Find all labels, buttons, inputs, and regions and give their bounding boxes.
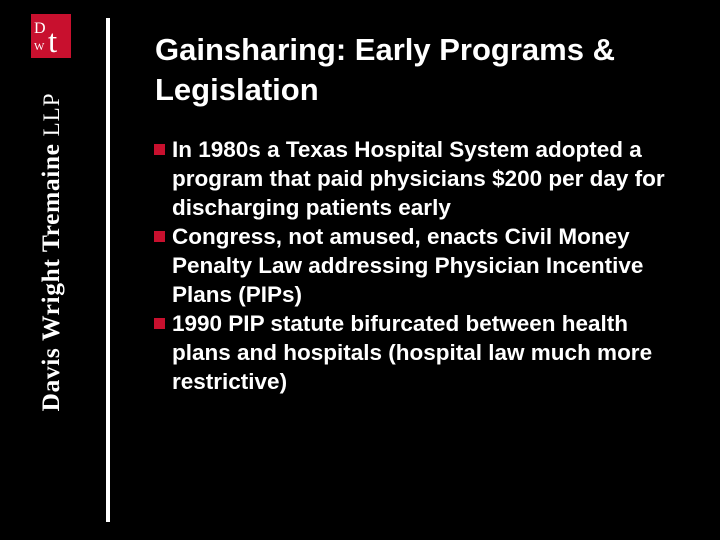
vertical-divider xyxy=(106,18,110,522)
bullet-square-icon xyxy=(154,231,165,242)
bullet-square-icon xyxy=(154,318,165,329)
dwt-logo-mark xyxy=(31,14,71,58)
bullet-text: Congress, not amused, enacts Civil Money Penalty Law addressing Physician Incentive Plans (PIPs) xyxy=(172,224,644,307)
bullet-list xyxy=(154,135,674,396)
firm-name xyxy=(36,93,66,412)
firm-name-suffix: LLP xyxy=(39,92,64,137)
logo-letter-d: D xyxy=(34,20,46,37)
bullet-square-icon xyxy=(154,144,165,155)
bullet-text: In 1980s a Texas Hospital System adopted a program that paid physicians $200 per day for discharging patients early xyxy=(172,137,665,220)
logo-letter-t: t xyxy=(48,24,58,58)
logo-letter-w: W xyxy=(34,41,45,53)
firm-name-text: Davis Wright Tremaine xyxy=(36,143,65,412)
bullet-item xyxy=(154,309,674,396)
bullet-item xyxy=(154,222,674,309)
dwt-logo xyxy=(31,14,71,58)
slide-title: Gainsharing: Early Programs & Legislation xyxy=(155,32,615,107)
bullet-item xyxy=(154,135,674,222)
bullet-text: 1990 PIP statute bifurcated between health plans and hospitals (hospital law much more restrictive) xyxy=(172,311,653,394)
